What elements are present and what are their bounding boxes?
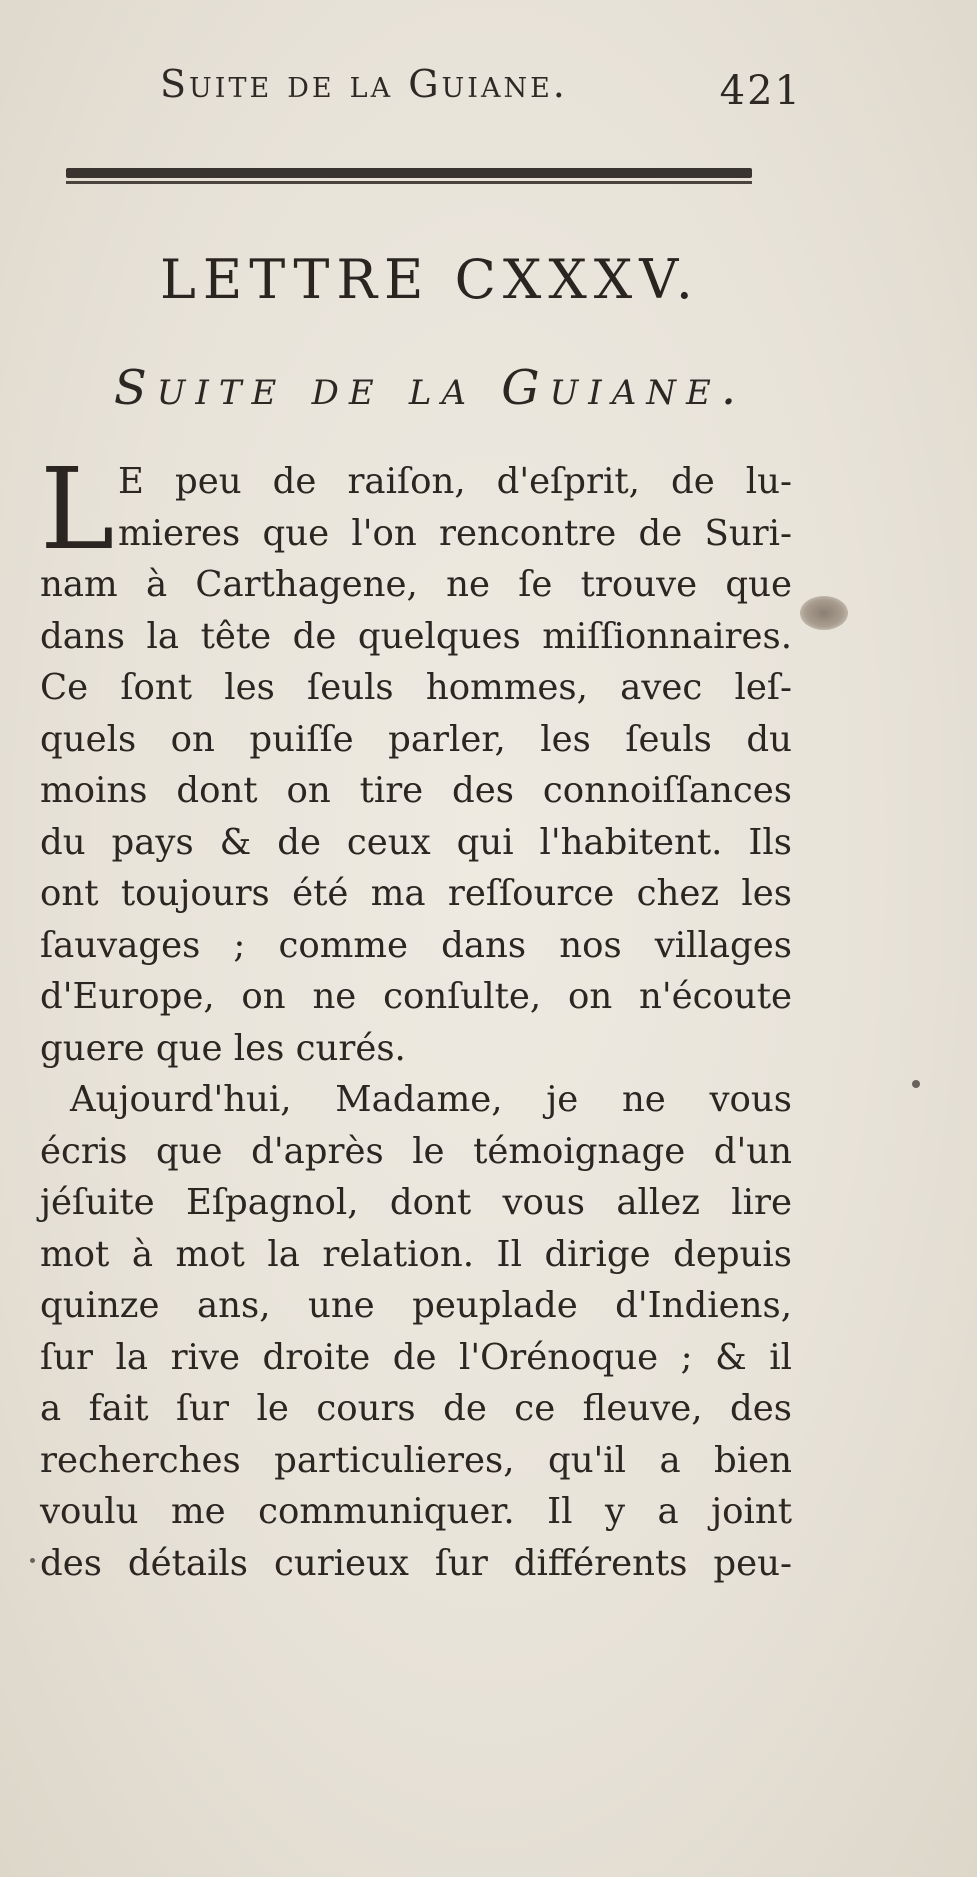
text-line: écris que d'après le témoignage d'un xyxy=(40,1130,792,1172)
text-line: a fait ſur le cours de ce fleuve, des xyxy=(40,1388,792,1429)
text-line: nam à Carthagene, ne ſe trouve que xyxy=(40,564,792,605)
text-line: ſauvages ; comme dans nos villages xyxy=(40,924,792,966)
text-line: Ce ſont les ſeuls hommes, avec leſ- xyxy=(40,667,792,708)
text-line: d'Europe, on ne conſulte, on n'écoute xyxy=(40,976,792,1017)
page-number: 421 xyxy=(719,68,802,114)
header-rule xyxy=(66,168,752,184)
text-line: quels on puiſſe parler, les ſeuls du xyxy=(40,718,792,760)
text-line: ſur la rive droite de l'Orénoque ; & il xyxy=(40,1336,792,1378)
text-line: recherches particulieres, qu'il a bien xyxy=(40,1439,792,1481)
running-title: Suite de la Guiane. xyxy=(160,62,568,106)
paper-speck xyxy=(912,1080,920,1088)
drop-cap: L xyxy=(40,445,115,575)
letter-title: LETTRE CXXXV. xyxy=(160,248,700,311)
text-line: dans la tête de quelques miſſionnaires. xyxy=(40,615,792,657)
paper-stain xyxy=(800,596,848,630)
page-header xyxy=(160,62,820,122)
text-line: jéſuite Eſpagnol, dont vous allez lire xyxy=(40,1182,792,1223)
text-line: du pays & de ceux qui l'habitent. Ils xyxy=(40,821,792,863)
text-line: voulu me communiquer. Il y a joint xyxy=(40,1491,792,1532)
text-line: moins dont on tire des connoiſſances xyxy=(40,770,792,811)
header-rule-thick xyxy=(66,168,752,178)
text-line: guere que les curés. xyxy=(40,1027,406,1069)
text-line: Aujourd'hui, Madame, je ne vous xyxy=(70,1079,792,1120)
text-line: E peu de raiſon, d'eſprit, de lu- xyxy=(118,461,792,502)
body-text xyxy=(40,445,792,1589)
text-line: des détails curieux ſur différents peu- xyxy=(40,1542,792,1584)
paper-speck xyxy=(30,1558,35,1563)
text-line: mieres que l'on rencontre de Suri- xyxy=(118,512,792,554)
header-rule-thin xyxy=(66,181,752,184)
letter-subtitle: Suite de la Guiane. xyxy=(113,360,747,416)
text-line: ont toujours été ma reſſource chez les xyxy=(40,873,792,914)
text-line: mot à mot la relation. Il dirige depuis xyxy=(40,1233,792,1275)
text-line: quinze ans, une peuplade d'Indiens, xyxy=(40,1285,792,1326)
